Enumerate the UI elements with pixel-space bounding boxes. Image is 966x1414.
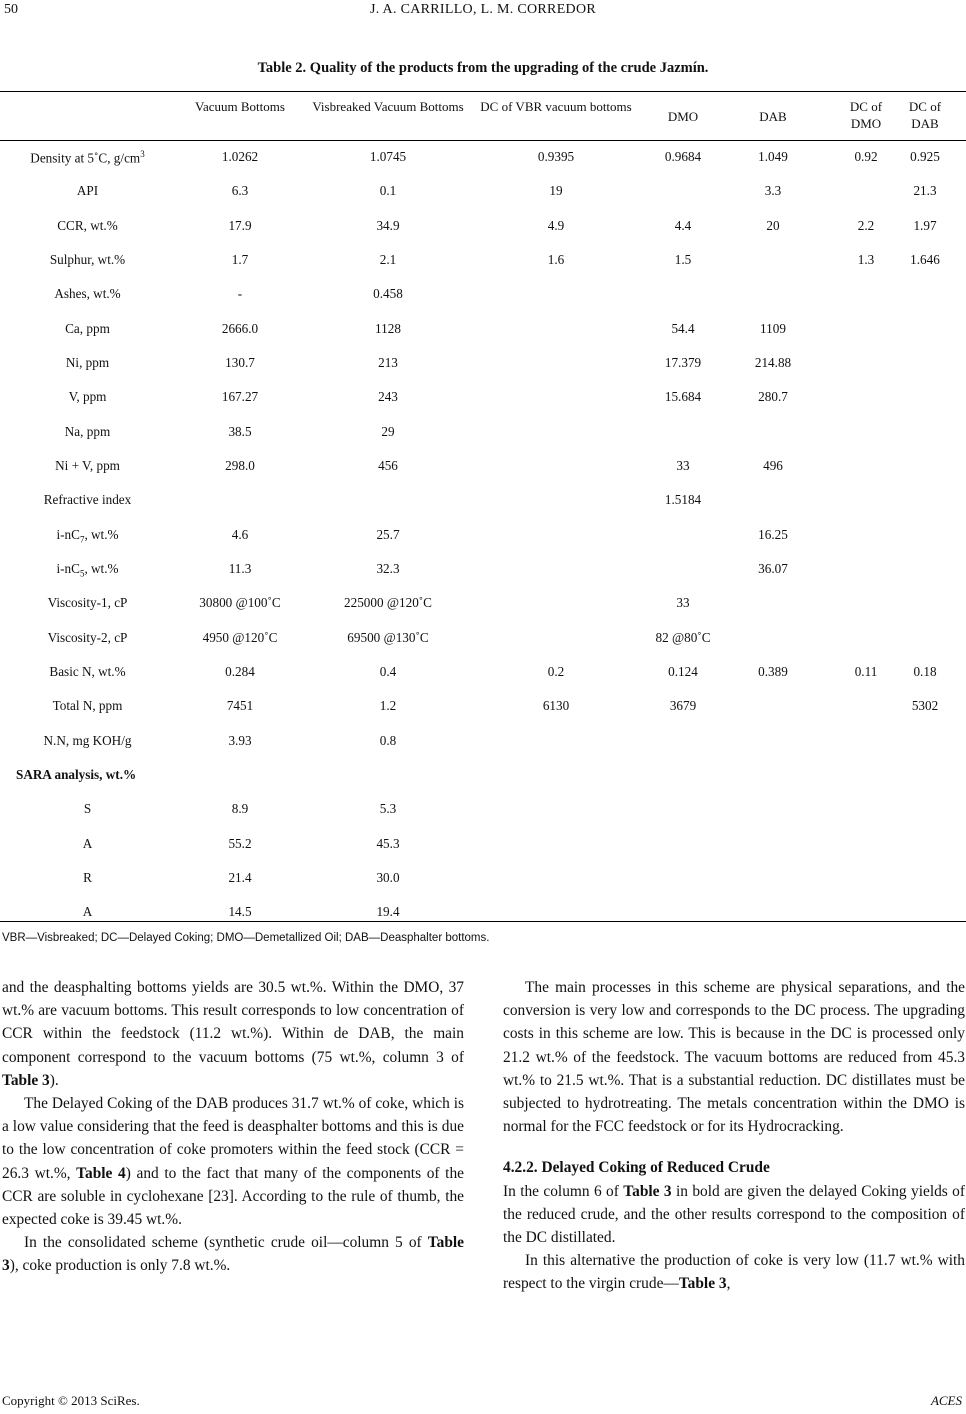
table-cell: 2.1 xyxy=(379,251,397,267)
table-cell: 33 xyxy=(676,595,690,611)
table-cell: 17.379 xyxy=(664,354,702,370)
table-cell: 1.6 xyxy=(547,251,565,267)
table-cell: 82 @80˚C xyxy=(655,629,711,645)
table-cell: 30.0 xyxy=(376,869,400,885)
row-label: Viscosity-2, cP xyxy=(47,629,128,645)
running-head: J. A. CARRILLO, L. M. CORREDOR xyxy=(369,2,597,17)
table-cell: 0.9395 xyxy=(537,149,575,164)
table-cell: 38.5 xyxy=(228,423,252,439)
table-cell: 14.5 xyxy=(228,904,252,920)
table-cell: 16.25 xyxy=(758,526,788,542)
table-cell: 3.3 xyxy=(764,183,782,199)
table-cell: 4.6 xyxy=(231,526,249,542)
table-cell: 243 xyxy=(378,389,398,405)
table-cell: 0.925 xyxy=(910,149,940,164)
table-cell: 5302 xyxy=(911,698,939,714)
table-cell: 0.284 xyxy=(225,663,255,679)
left-text-column xyxy=(2,976,464,1278)
section-heading: 4.2.2. Delayed Coking of Reduced Crude xyxy=(503,1159,770,1177)
table-cell: 55.2 xyxy=(228,835,252,851)
sara-heading: SARA analysis, wt.% xyxy=(16,766,137,782)
table-cell: 298.0 xyxy=(225,457,255,473)
page-header xyxy=(0,0,966,24)
column-header: DC of VBR vacuum bottoms xyxy=(480,99,632,114)
column-header: DC of DAB xyxy=(908,99,942,131)
paragraph: The Delayed Coking of the DAB produces 31.7 wt.% of coke, which is a low value considering that the feed is deasphalter bottoms and this is due to the low concentration of coke promoters within the feed stock (CCR = 26.3 wt.%, Table 4) and to the fact that many of the components of the CCR are soluble in cyclohexane [23]. According to the rule of thumb, the expected coke is 39.45 wt.%. xyxy=(2,1095,464,1229)
row-label: Na, ppm xyxy=(64,423,111,439)
table-cell: 214.88 xyxy=(754,354,792,370)
table-top-rule xyxy=(0,91,966,92)
table-cell: 280.7 xyxy=(758,389,788,405)
column-header: DMO xyxy=(667,109,699,124)
row-label: V, ppm xyxy=(68,389,107,405)
right-text-column xyxy=(503,976,965,1296)
table-cell: 25.7 xyxy=(376,526,400,542)
column-header: DAB xyxy=(759,109,787,124)
table-cell: 2.2 xyxy=(857,217,875,233)
table-cell: 456 xyxy=(378,457,398,473)
table-cell: 0.4 xyxy=(379,663,397,679)
table-cell: - xyxy=(237,286,243,302)
row-label: S xyxy=(83,801,92,817)
row-label: N.N, mg KOH/g xyxy=(43,732,132,748)
column-header: Visbreaked Vacuum Bottoms xyxy=(312,99,464,114)
table-cell: 7451 xyxy=(226,698,254,714)
row-label: Sulphur, wt.% xyxy=(49,251,126,267)
row-label: Basic N, wt.% xyxy=(49,663,126,679)
table-cell: 0.18 xyxy=(913,663,937,679)
table-cell: 20 xyxy=(766,217,780,233)
table-cell: 1.7 xyxy=(231,251,249,267)
table-cell: 33 xyxy=(676,457,690,473)
table-cell: 1.0262 xyxy=(221,149,259,164)
row-label: Refractive index xyxy=(43,492,132,508)
table-cell: 1.049 xyxy=(758,149,788,164)
paragraph: In the consolidated scheme (synthetic crude oil—column 5 of Table 3), coke production is only 7.8 wt.%. xyxy=(2,1234,464,1275)
table-cell: 36.07 xyxy=(758,560,788,576)
row-label: A xyxy=(82,904,93,920)
table-cell: 19 xyxy=(549,183,563,199)
table-cell: 5.3 xyxy=(379,801,397,817)
table-cell: 6.3 xyxy=(231,183,249,199)
table-cell: 15.684 xyxy=(664,389,702,405)
paragraph: The main processes in this scheme are physical separations, and the conversion is very low and corresponds to the DC process. The upgrading costs in this scheme are low. This is because in the DC is processed only 21.2 wt.% of the feedstock. The vacuum bottoms are reduced from 45.3 wt.% to 21.5 wt.%. That is a substantial reduction. DC distillates must be subjected to hydrotreating. The metals concentration within the DMO is normal for the FCC feedstock or for its Hydrocracking. xyxy=(503,979,965,1136)
page-number: 50 xyxy=(4,2,18,17)
table-cell: 0.11 xyxy=(854,663,878,679)
table-cell: 1109 xyxy=(760,320,786,336)
table-cell: 167.27 xyxy=(221,389,259,405)
table-cell: 29 xyxy=(381,423,395,439)
table-footnote: VBR—Visbreaked; DC—Delayed Coking; DMO—Demetallized Oil; DAB—Deasphalter bottoms. xyxy=(2,932,490,944)
table-cell: 32.3 xyxy=(376,560,400,576)
table-cell: 54.4 xyxy=(671,320,695,336)
table-cell: 4.4 xyxy=(674,217,692,233)
table-cell: 1.5 xyxy=(674,251,692,267)
table-cell: 496 xyxy=(763,457,783,473)
table-cell: 0.9684 xyxy=(664,149,702,164)
table-cell: 0.2 xyxy=(547,663,565,679)
table-cell: 1.0745 xyxy=(369,149,407,164)
table-cell: 1.97 xyxy=(913,217,937,233)
row-label: Density at 5˚C, $g/cm^3$ xyxy=(30,149,145,166)
table-cell: 1128 xyxy=(375,320,401,336)
row-label: R xyxy=(83,869,92,885)
paragraph: and the deasphalting bottoms yields are 30.5 wt.%. Within the DMO, 37 wt.% are vacuum bottoms. This result corresponds to low concentration of CCR within the feedstock (11.2 wt.%). Within de DAB, the main component correspond to the vacuum bottoms (75 wt.%, column 3 of Table 3). xyxy=(2,979,464,1089)
row-label: Ni, ppm xyxy=(65,354,110,370)
paragraph: In the column 6 of Table 3 in bold are given the delayed Coking yields of the reduced crude, and the other results correspond to the composition of the DC distillated. xyxy=(503,1182,965,1247)
column-header: Vacuum Bottoms xyxy=(195,99,285,114)
row-label: CCR, wt.% xyxy=(57,217,118,233)
table-cell: 1.646 xyxy=(910,251,940,267)
table-cell: 2666.0 xyxy=(221,320,259,336)
row-label: API xyxy=(76,183,99,199)
table-cell: 69500 @130˚C xyxy=(347,629,429,645)
table-cell: 0.389 xyxy=(758,663,788,679)
row-label: Ashes, wt.% xyxy=(54,286,121,302)
row-label: A xyxy=(82,835,93,851)
row-label: $i-nC_5$, wt.% xyxy=(56,560,119,579)
table-cell: 4.9 xyxy=(547,217,565,233)
table-cell: 1.5184 xyxy=(664,492,702,508)
journal-name: ACES xyxy=(930,1393,962,1408)
table-cell: 0.124 xyxy=(668,663,698,679)
table-cell: 1.2 xyxy=(379,698,397,714)
row-label: Ni + V, ppm xyxy=(55,457,120,473)
table-cell: 0.458 xyxy=(373,286,403,302)
table-cell: 213 xyxy=(378,354,398,370)
table-cell: 3679 xyxy=(669,698,697,714)
table-cell: 30800 @100˚C xyxy=(199,595,281,611)
row-label: Ca, ppm xyxy=(65,320,110,336)
table-cell: 3.93 xyxy=(228,732,252,748)
table-cell: 6130 xyxy=(542,698,570,714)
table-cell: 17.9 xyxy=(228,217,252,233)
column-header: DC of DMO xyxy=(849,99,883,131)
table-cell: 0.1 xyxy=(379,183,397,199)
table-cell: 19.4 xyxy=(376,904,400,920)
row-label: Viscosity-1, cP xyxy=(47,595,128,611)
table-cell: 11.3 xyxy=(228,560,252,576)
table-cell: 225000 @120˚C xyxy=(344,595,432,611)
table-cell: 4950 @120˚C xyxy=(202,629,278,645)
table-cell: 0.8 xyxy=(379,732,397,748)
table-title: Table 2. Quality of the products from the upgrading of the crude Jazmín. xyxy=(257,60,709,76)
table-header-rule xyxy=(0,140,966,141)
table-cell: 1.3 xyxy=(857,251,875,267)
table-bottom-rule xyxy=(0,921,966,922)
table-cell: 0.92 xyxy=(854,149,878,164)
table-cell: 34.9 xyxy=(376,217,400,233)
table-cell: 21.4 xyxy=(228,869,252,885)
copyright: Copyright © 2013 SciRes. xyxy=(2,1393,140,1408)
table-cell: 130.7 xyxy=(225,354,255,370)
table-cell: 8.9 xyxy=(231,801,249,817)
paragraph: In this alternative the production of coke is very low (11.7 wt.% with respect to the virgin crude—Table 3, xyxy=(503,1252,965,1293)
row-label: Total N, ppm xyxy=(52,698,123,714)
table-cell: 21.3 xyxy=(913,183,937,199)
row-label: $i-nC_7$, wt.% xyxy=(56,526,119,545)
table-cell: 45.3 xyxy=(376,835,400,851)
